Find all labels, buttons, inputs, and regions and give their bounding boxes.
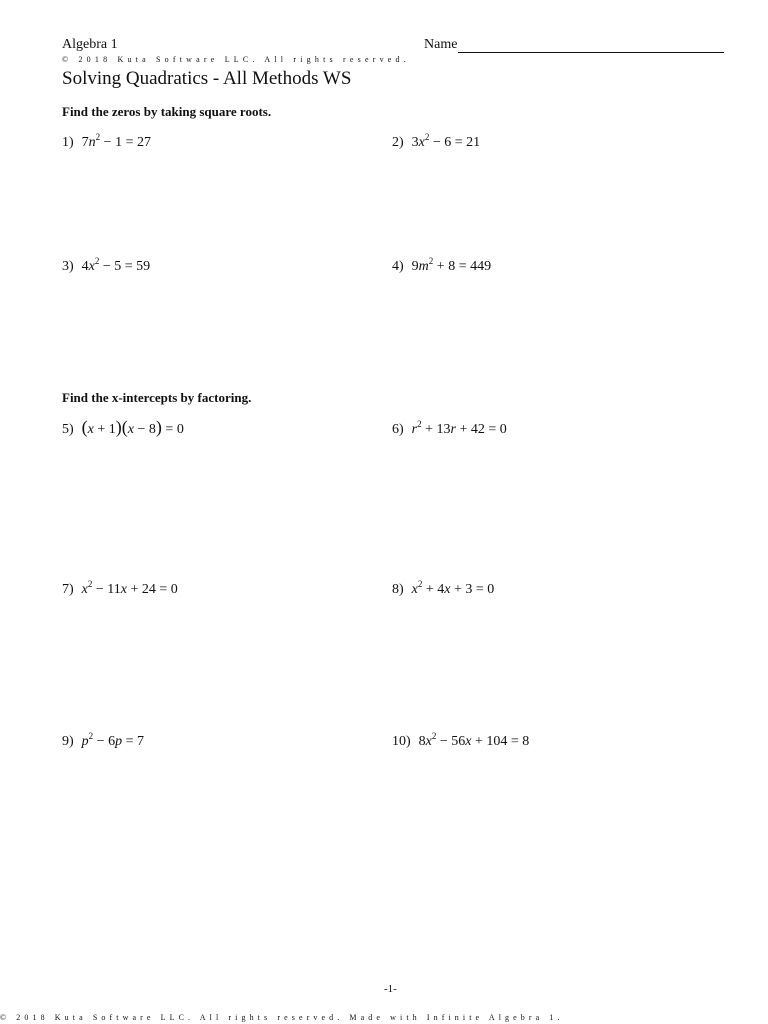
equation: $4x^2 - 5 = 59$	[81, 256, 151, 274]
name-label: Name	[424, 37, 458, 52]
problem-8	[392, 579, 495, 598]
problem-number: 10)	[392, 734, 411, 749]
course-label: Algebra 1	[62, 37, 118, 52]
problem-9	[62, 731, 144, 750]
equation: $p^2 - 6p = 7$	[81, 731, 144, 749]
equation: $3x^2 - 6 = 21$	[411, 132, 481, 150]
equation: (x + 1)(x − 8) = 0	[81, 417, 184, 437]
copyright-footer: © 2018 Kuta Software LLC. All rights reserved. Made with Infinite Algebra 1.	[0, 1013, 564, 1022]
problem-3	[62, 256, 151, 275]
problem-5	[62, 417, 184, 438]
section-instruction-square-roots: Find the zeros by taking square roots.	[62, 104, 272, 119]
problem-number: 2)	[392, 135, 404, 150]
equation: $r^2 + 13r + 42 = 0$	[411, 419, 507, 437]
problem-number: 3)	[62, 259, 74, 274]
copyright-header: © 2018 Kuta Software LLC. All rights reserved.	[62, 55, 410, 64]
problem-7	[62, 579, 178, 598]
equation: $x^2 + 4x + 3 = 0$	[411, 579, 495, 597]
problem-10	[392, 731, 530, 750]
equation: $8x^2 - 56x + 104 = 8$	[418, 731, 530, 749]
problem-number: 7)	[62, 582, 74, 597]
problem-number: 6)	[392, 422, 404, 437]
problem-number: 9)	[62, 734, 74, 749]
equation: $9m^2 + 8 = 449$	[411, 256, 492, 274]
section-instruction-factoring: Find the x-intercepts by factoring.	[62, 390, 252, 405]
problem-6	[392, 419, 507, 438]
problem-2	[392, 132, 481, 151]
name-blank-line	[458, 38, 724, 53]
worksheet-title: Solving Quadratics - All Methods WS	[62, 68, 352, 89]
problem-1	[62, 132, 151, 151]
equation: $x^2 - 11x + 24 = 0$	[81, 579, 178, 597]
problem-number: 8)	[392, 582, 404, 597]
problem-number: 4)	[392, 259, 404, 274]
page-number: -1-	[384, 983, 397, 995]
problem-4	[392, 256, 492, 275]
equation: $7n^2 - 1 = 27$	[81, 132, 151, 150]
problem-number: 1)	[62, 135, 74, 150]
name-field	[424, 37, 724, 53]
problem-number: 5)	[62, 422, 74, 437]
